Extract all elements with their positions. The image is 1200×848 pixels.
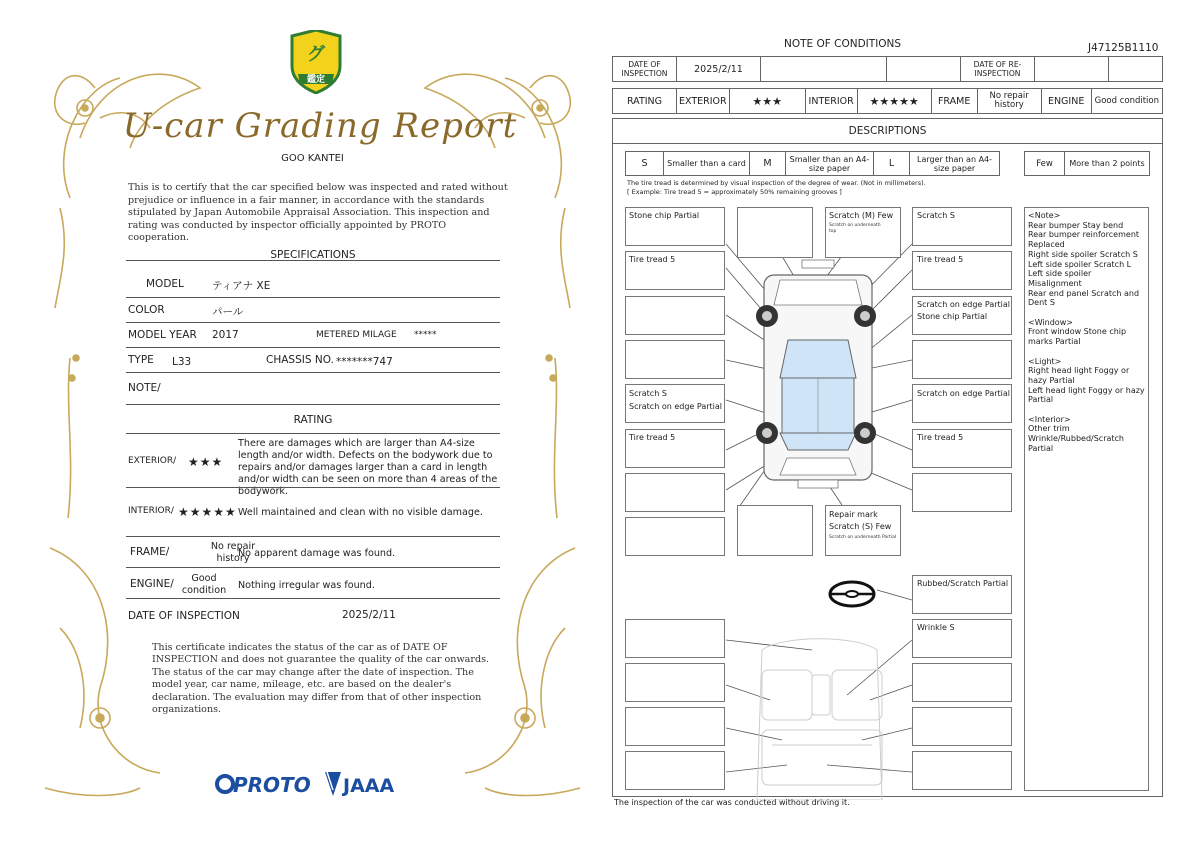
few-legend [1024, 151, 1150, 176]
divider [126, 598, 500, 599]
car-top-view [764, 260, 872, 488]
note-section-general: <Note> Rear bumper Stay bend Rear bumper reinforcement Replaced Right side spoiler Scratch S Left side spoiler Scratch L Left side spoiler Misalignment Rear end panel Scratch and Dent S [1028, 211, 1140, 308]
descriptions-heading: DESCRIPTIONS [612, 118, 1163, 144]
interior-description: Well maintained and clean with no visible damage. [238, 507, 483, 518]
empty-condition-box [625, 473, 725, 512]
empty-condition-box [625, 663, 725, 702]
rating-heading: RATING [293, 414, 333, 426]
grading-certificate [40, 28, 585, 818]
divider [126, 297, 500, 298]
note-section-interior: <Interior> Other trim Wrinkle/Rubbed/Scratch Partial [1028, 414, 1124, 453]
model-label: MODEL [146, 278, 184, 290]
footer-note: The inspection of the car was conducted without driving it. [614, 798, 850, 807]
interior-stars: ★★★★★ [178, 505, 237, 519]
divider [126, 347, 500, 348]
empty-condition-box [912, 707, 1012, 746]
date-of-inspection-label: DATE OF INSPECTION [128, 610, 240, 622]
interior-diagram [757, 639, 882, 800]
conditions-title: NOTE OF CONDITIONS [784, 38, 902, 50]
divider [126, 487, 500, 488]
empty-condition-box [625, 340, 725, 379]
divider [126, 404, 500, 405]
legend-m-text: Smaller than an A4-size paper [786, 152, 874, 176]
engine-description: Nothing irregular was found. [238, 580, 375, 591]
divider [126, 260, 500, 261]
right-edge-box-2: Scratch on edge Partial [912, 384, 1012, 423]
size-legend [625, 151, 1000, 176]
svg-text:鑑定: 鑑定 [306, 75, 326, 85]
tire-note: The tire tread is determined by visual inspection of the degree of wear. (Not in millimeters). [627, 179, 926, 187]
date-reinspection-label: DATE OF RE-INSPECTION [961, 57, 1035, 82]
note-section-light: <Light> Right head light Foggy or hazy Partial Left head light Foggy or hazy Partial [1028, 356, 1145, 405]
tire-rr-box: Tire tread 5 [912, 429, 1012, 468]
frame-value: No repair history [977, 89, 1041, 114]
legend-s-text: Smaller than a card [664, 152, 750, 176]
inspection-date-table [612, 56, 1163, 82]
right-edge-box: Scratch on edge Partial Stone chip Partial [912, 296, 1012, 335]
wrinkle-box: Wrinkle S [912, 619, 1012, 658]
scratch-s-top-box: Scratch S [912, 207, 1012, 246]
interior-label: INTERIOR/ [128, 506, 174, 516]
goo-kantei-badge [288, 30, 344, 94]
legend-few-text: More than 2 points [1065, 152, 1150, 176]
exterior-stars: ★★★ [188, 455, 224, 469]
date-of-inspection-value: 2025/2/11 [342, 609, 396, 621]
frame-label: FRAME [931, 89, 977, 114]
left-scratch-box: Scratch S Scratch on edge Partial [625, 384, 725, 423]
legend-s-code: S [626, 152, 664, 176]
date-inspection-label: DATE OF INSPECTION [613, 57, 677, 82]
frame-label: FRAME/ [130, 546, 170, 558]
tire-note-example: [ Example: Tire tread 5 = approximately 50% remaining grooves ] [627, 188, 842, 196]
empty-condition-box [912, 473, 1012, 512]
engine-value: Good condition [181, 573, 227, 596]
type-label: TYPE [128, 354, 154, 366]
jaaa-logo: JAAA [343, 775, 395, 797]
empty-condition-box [737, 207, 813, 258]
scratch-m-few-box: Scratch (M) Few Scratch on underneath top [825, 207, 901, 258]
specifications-heading: SPECIFICATIONS [270, 249, 356, 261]
legend-m-code: M [750, 152, 786, 176]
stone-chip-box: Stone chip Partial [625, 207, 725, 246]
chassis-label: CHASSIS NO. [266, 354, 334, 366]
tire-fr-box: Tire tread 5 [912, 251, 1012, 290]
tire-fl-box: Tire tread 5 [625, 251, 725, 290]
proto-logo: PROTO [233, 773, 311, 797]
legend-l-text: Larger than an A4-size paper [910, 152, 1000, 176]
notes-panel [1024, 207, 1149, 791]
divider [126, 536, 500, 537]
engine-label: ENGINE [1041, 89, 1091, 114]
legend-l-code: L [874, 152, 910, 176]
report-title: U-car Grading Report [122, 106, 518, 146]
empty-condition-box [912, 751, 1012, 790]
tire-rl-box: Tire tread 5 [625, 429, 725, 468]
empty-condition-box [625, 517, 725, 556]
color-value: パール [212, 306, 244, 318]
chassis-value: *******747 [336, 356, 393, 368]
divider [126, 322, 500, 323]
model-value: ティアナ XE [212, 280, 271, 292]
metered-mileage-value: ***** [414, 330, 437, 340]
exterior-label: EXTERIOR [677, 89, 730, 114]
steering-wheel-icon [830, 582, 874, 606]
model-year-label: MODEL YEAR [128, 329, 197, 341]
note-label: NOTE/ [128, 382, 161, 394]
exterior-label: EXTERIOR/ [128, 456, 177, 466]
color-label: COLOR [128, 304, 165, 316]
svg-text:グ: グ [307, 44, 325, 65]
rating-label: RATING [613, 89, 677, 114]
divider [126, 372, 500, 373]
divider [126, 567, 500, 568]
organization-name: GOO KANTEI [281, 153, 344, 164]
interior-label: INTERIOR [805, 89, 857, 114]
empty-condition-box [625, 707, 725, 746]
date-reinspection-value [1035, 57, 1109, 82]
type-value: L33 [172, 356, 192, 368]
date-inspection-value: 2025/2/11 [677, 57, 761, 82]
frame-value: No repair history [210, 541, 256, 564]
legend-few-code: Few [1025, 152, 1065, 176]
empty-condition-box [912, 663, 1012, 702]
empty-condition-box [625, 619, 725, 658]
exterior-description: There are damages which are larger than A4-size length and/or width. Defects on the bodywork due to repairs and/or damages larger than a card in length and/or width can be seen on more than 4 areas of the bodywork. [238, 438, 498, 497]
divider [126, 433, 500, 434]
empty-cell [761, 57, 887, 82]
engine-label: ENGINE/ [130, 578, 174, 590]
empty-condition-box [912, 340, 1012, 379]
interior-stars: ★★★★★ [857, 89, 931, 114]
certification-statement: This is to certify that the car specified below was inspected and rated without prejudice or influence in a fair manner, in accordance with the standards stipulated by Japan Automobile Appraisal Association. This inspection and rating was conducted by inspector officially appointed by PROTO cooperation. [128, 182, 508, 244]
rating-table [612, 88, 1163, 114]
empty-condition-box [737, 505, 813, 556]
engine-value: Good condition [1091, 89, 1162, 114]
empty-condition-box [625, 296, 725, 335]
note-section-window: <Window> Front window Stone chip marks Partial [1028, 317, 1127, 347]
empty-cell [1109, 57, 1163, 82]
empty-cell [887, 57, 961, 82]
logo-row [215, 768, 435, 800]
repair-mark-box: Repair mark Scratch (S) Few Scratch on underneath Partial [825, 505, 901, 556]
exterior-stars: ★★★ [729, 89, 805, 114]
disclaimer: This certificate indicates the status of the car as of DATE OF INSPECTION and does not guarantee the quality of the car onwards. The status of the car may change after the date of inspection. The model year, car name, mileage, etc. are based on the dealer's declaration. The evaluation may differ from that of other inspection organizations. [152, 642, 490, 716]
metered-mileage-label: METERED MILAGE [316, 330, 397, 340]
model-year-value: 2017 [212, 329, 239, 341]
empty-condition-box [625, 751, 725, 790]
report-id: J47125B1110 [1088, 42, 1159, 54]
steering-box: Rubbed/Scratch Partial [912, 575, 1012, 614]
frame-description: No apparent damage was found. [238, 548, 396, 559]
